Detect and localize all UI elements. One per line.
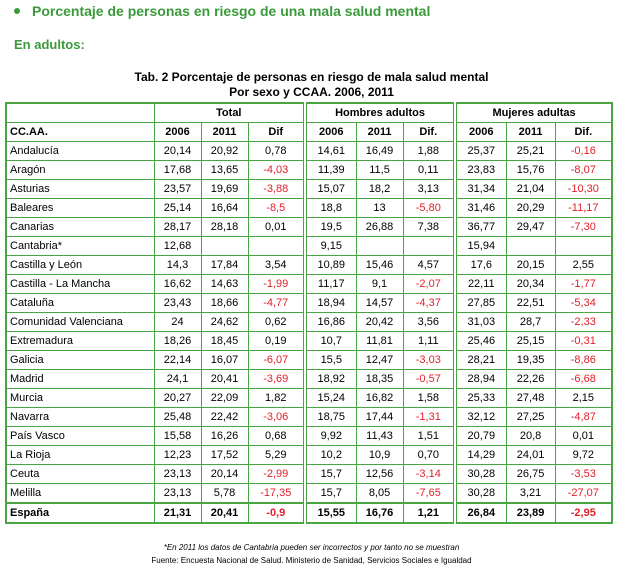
total-row bbox=[6, 503, 612, 523]
column-header-women-dif: Dif. bbox=[555, 123, 612, 142]
column-header-women-2006: 2006 bbox=[455, 123, 506, 142]
cell-women-dif: -7,30 bbox=[555, 218, 612, 237]
cell-men-2011: 18,35 bbox=[356, 370, 403, 389]
cell-men-dif: -1,31 bbox=[403, 408, 455, 427]
cell-total-2006: 25,14 bbox=[154, 199, 201, 218]
cell-women-2006: 20,79 bbox=[455, 427, 506, 446]
cell-women-2006: 36,77 bbox=[455, 218, 506, 237]
cell-total-dif: -0,9 bbox=[248, 503, 305, 523]
table-note: *En 2011 los datos de Cantabria pueden ser incorrectos y por tanto no se muestran bbox=[163, 543, 460, 552]
column-header-region: CC.AA. bbox=[6, 123, 154, 142]
cell-total-dif: 3,54 bbox=[248, 256, 305, 275]
cell-total-dif: 5,29 bbox=[248, 446, 305, 465]
cell-women-2011: 27,48 bbox=[506, 389, 555, 408]
cell-total-dif: 1,82 bbox=[248, 389, 305, 408]
cell-women-2006: 31,34 bbox=[455, 180, 506, 199]
cell-women-2006: 15,94 bbox=[455, 237, 506, 256]
cell-total-dif: -17,35 bbox=[248, 484, 305, 504]
cell-women-dif: 0,01 bbox=[555, 427, 612, 446]
table-row bbox=[6, 446, 612, 465]
cell-women-2006: 25,46 bbox=[455, 332, 506, 351]
cell-men-2011: 16,49 bbox=[356, 142, 403, 161]
cell-total-2006: 21,31 bbox=[154, 503, 201, 523]
column-header-men-2006: 2006 bbox=[305, 123, 356, 142]
cell-men-2006: 14,61 bbox=[305, 142, 356, 161]
cell-women-2011: 3,21 bbox=[506, 484, 555, 504]
cell-total-2006: 25,48 bbox=[154, 408, 201, 427]
cell-men-2006: 16,86 bbox=[305, 313, 356, 332]
cell-total-2006: 24 bbox=[154, 313, 201, 332]
section-heading bbox=[14, 3, 430, 19]
cell-region: España bbox=[6, 503, 154, 523]
column-header-total-dif: Dif bbox=[248, 123, 305, 142]
cell-region: Melilla bbox=[6, 484, 154, 504]
cell-men-2006: 15,5 bbox=[305, 351, 356, 370]
cell-women-2006: 31,46 bbox=[455, 199, 506, 218]
cell-men-dif: -3,03 bbox=[403, 351, 455, 370]
cell-total-2006: 23,13 bbox=[154, 465, 201, 484]
cell-total-2011: 28,18 bbox=[201, 218, 248, 237]
cell-men-dif: 1,11 bbox=[403, 332, 455, 351]
cell-men-dif: 0,11 bbox=[403, 161, 455, 180]
cell-total-dif: -3,06 bbox=[248, 408, 305, 427]
cell-region: Asturias bbox=[6, 180, 154, 199]
section-subheading: En adultos: bbox=[14, 37, 85, 52]
cell-men-2006: 18,94 bbox=[305, 294, 356, 313]
cell-women-2011: 20,8 bbox=[506, 427, 555, 446]
table-title bbox=[0, 70, 623, 100]
cell-men-2011: 8,05 bbox=[356, 484, 403, 504]
cell-men-dif: -5,80 bbox=[403, 199, 455, 218]
table-row bbox=[6, 142, 612, 161]
data-table bbox=[5, 102, 613, 524]
table-row bbox=[6, 427, 612, 446]
cell-total-2011: 16,64 bbox=[201, 199, 248, 218]
cell-region: Galicia bbox=[6, 351, 154, 370]
cell-men-2006: 15,7 bbox=[305, 465, 356, 484]
cell-women-2011: 21,04 bbox=[506, 180, 555, 199]
cell-women-dif: -8,86 bbox=[555, 351, 612, 370]
table-row bbox=[6, 389, 612, 408]
cell-women-dif: -4,87 bbox=[555, 408, 612, 427]
cell-women-dif: -0,16 bbox=[555, 142, 612, 161]
cell-total-2006: 28,17 bbox=[154, 218, 201, 237]
cell-total-2006: 17,68 bbox=[154, 161, 201, 180]
column-header-total-2006: 2006 bbox=[154, 123, 201, 142]
cell-women-dif: -6,68 bbox=[555, 370, 612, 389]
cell-women-2006: 28,94 bbox=[455, 370, 506, 389]
cell-men-dif: -4,37 bbox=[403, 294, 455, 313]
cell-men-dif: 4,57 bbox=[403, 256, 455, 275]
cell-total-2006: 22,14 bbox=[154, 351, 201, 370]
cell-region: País Vasco bbox=[6, 427, 154, 446]
cell-total-2006: 15,58 bbox=[154, 427, 201, 446]
cell-total-2011: 20,41 bbox=[201, 503, 248, 523]
cell-women-dif: -5,34 bbox=[555, 294, 612, 313]
cell-men-dif: 1,88 bbox=[403, 142, 455, 161]
cell-region: Ceuta bbox=[6, 465, 154, 484]
table-title-line-1: Tab. 2 Porcentaje de personas en riesgo de mala salud mental bbox=[134, 70, 489, 84]
cell-women-2011: 28,7 bbox=[506, 313, 555, 332]
table-row bbox=[6, 465, 612, 484]
cell-women-2006: 30,28 bbox=[455, 465, 506, 484]
cell-men-2011: 11,81 bbox=[356, 332, 403, 351]
cell-total-2011: 22,09 bbox=[201, 389, 248, 408]
column-header-row bbox=[6, 123, 612, 142]
cell-women-2011: 24,01 bbox=[506, 446, 555, 465]
cell-women-2011: 23,89 bbox=[506, 503, 555, 523]
cell-men-2011: 12,56 bbox=[356, 465, 403, 484]
cell-region: Castilla - La Mancha bbox=[6, 275, 154, 294]
cell-men-dif: -3,14 bbox=[403, 465, 455, 484]
cell-region: Cantabria* bbox=[6, 237, 154, 256]
cell-men-2011: 12,47 bbox=[356, 351, 403, 370]
cell-women-dif: -10,30 bbox=[555, 180, 612, 199]
table-row bbox=[6, 370, 612, 389]
cell-region: Comunidad Valenciana bbox=[6, 313, 154, 332]
cell-total-2006: 14,3 bbox=[154, 256, 201, 275]
cell-total-2011: 20,41 bbox=[201, 370, 248, 389]
group-header-empty bbox=[6, 103, 154, 123]
cell-men-dif: 3,56 bbox=[403, 313, 455, 332]
cell-region: Murcia bbox=[6, 389, 154, 408]
cell-region: Navarra bbox=[6, 408, 154, 427]
cell-men-2006: 9,15 bbox=[305, 237, 356, 256]
cell-total-2011: 13,65 bbox=[201, 161, 248, 180]
cell-men-2006: 15,07 bbox=[305, 180, 356, 199]
cell-region: Cataluña bbox=[6, 294, 154, 313]
cell-women-2006: 17,6 bbox=[455, 256, 506, 275]
cell-women-dif: -0,31 bbox=[555, 332, 612, 351]
cell-women-dif: -2,95 bbox=[555, 503, 612, 523]
cell-men-2011: 15,46 bbox=[356, 256, 403, 275]
cell-men-2011: 16,82 bbox=[356, 389, 403, 408]
cell-women-2011: 26,75 bbox=[506, 465, 555, 484]
cell-women-2011: 19,35 bbox=[506, 351, 555, 370]
table-row bbox=[6, 275, 612, 294]
cell-total-2011: 24,62 bbox=[201, 313, 248, 332]
cell-region: Madrid bbox=[6, 370, 154, 389]
cell-women-2006: 26,84 bbox=[455, 503, 506, 523]
cell-region: Aragón bbox=[6, 161, 154, 180]
cell-total-2011: 19,69 bbox=[201, 180, 248, 199]
cell-region: Andalucía bbox=[6, 142, 154, 161]
cell-women-dif: -27,07 bbox=[555, 484, 612, 504]
column-header-men-dif: Dif. bbox=[403, 123, 455, 142]
cell-men-2006: 10,7 bbox=[305, 332, 356, 351]
cell-total-2011: 17,84 bbox=[201, 256, 248, 275]
cell-total-2006: 16,62 bbox=[154, 275, 201, 294]
group-header-men: Hombres adultos bbox=[305, 103, 455, 123]
cell-women-dif: 2,55 bbox=[555, 256, 612, 275]
cell-total-2011: 14,63 bbox=[201, 275, 248, 294]
cell-region: Canarias bbox=[6, 218, 154, 237]
cell-men-2006: 10,89 bbox=[305, 256, 356, 275]
cell-men-2011: 18,2 bbox=[356, 180, 403, 199]
cell-men-2011: 14,57 bbox=[356, 294, 403, 313]
cell-men-2011: 9,1 bbox=[356, 275, 403, 294]
table-source: Fuente: Encuesta Nacional de Salud. Ministerio de Sanidad, Servicios Sociales e Igualdad bbox=[151, 556, 472, 565]
section-heading-text: Porcentaje de personas en riesgo de una mala salud mental bbox=[32, 3, 431, 19]
cell-men-dif: 1,58 bbox=[403, 389, 455, 408]
cell-total-2006: 12,68 bbox=[154, 237, 201, 256]
cell-total-2006: 23,13 bbox=[154, 484, 201, 504]
cell-women-dif: 9,72 bbox=[555, 446, 612, 465]
cell-women-2011: 25,21 bbox=[506, 142, 555, 161]
cell-total-2006: 23,57 bbox=[154, 180, 201, 199]
cell-total-2011 bbox=[201, 237, 248, 256]
cell-total-2011: 17,52 bbox=[201, 446, 248, 465]
cell-men-dif: -0,57 bbox=[403, 370, 455, 389]
cell-men-2011: 16,76 bbox=[356, 503, 403, 523]
cell-total-dif: -4,77 bbox=[248, 294, 305, 313]
cell-total-dif: -6,07 bbox=[248, 351, 305, 370]
cell-women-2006: 30,28 bbox=[455, 484, 506, 504]
cell-men-2006: 11,39 bbox=[305, 161, 356, 180]
cell-total-2006: 24,1 bbox=[154, 370, 201, 389]
cell-women-2011: 20,34 bbox=[506, 275, 555, 294]
table-row bbox=[6, 408, 612, 427]
cell-women-dif: 2,15 bbox=[555, 389, 612, 408]
table-row bbox=[6, 351, 612, 370]
cell-total-2011: 16,26 bbox=[201, 427, 248, 446]
cell-total-2011: 22,42 bbox=[201, 408, 248, 427]
table-row bbox=[6, 256, 612, 275]
cell-men-2011: 13 bbox=[356, 199, 403, 218]
table-row bbox=[6, 218, 612, 237]
cell-men-2006: 15,55 bbox=[305, 503, 356, 523]
cell-total-2006: 23,43 bbox=[154, 294, 201, 313]
cell-total-dif: 0,68 bbox=[248, 427, 305, 446]
cell-men-2006: 18,8 bbox=[305, 199, 356, 218]
cell-men-dif: 7,38 bbox=[403, 218, 455, 237]
cell-women-2011: 20,29 bbox=[506, 199, 555, 218]
group-header-women: Mujeres adultas bbox=[455, 103, 612, 123]
cell-women-2006: 28,21 bbox=[455, 351, 506, 370]
cell-women-2011 bbox=[506, 237, 555, 256]
cell-total-2011: 18,45 bbox=[201, 332, 248, 351]
column-header-men-2011: 2011 bbox=[356, 123, 403, 142]
cell-men-2011 bbox=[356, 237, 403, 256]
cell-total-dif: -3,88 bbox=[248, 180, 305, 199]
cell-total-2006: 18,26 bbox=[154, 332, 201, 351]
cell-women-2006: 23,83 bbox=[455, 161, 506, 180]
cell-region: Baleares bbox=[6, 199, 154, 218]
cell-total-2011: 20,14 bbox=[201, 465, 248, 484]
cell-total-2006: 12,23 bbox=[154, 446, 201, 465]
cell-women-2006: 14,29 bbox=[455, 446, 506, 465]
cell-women-2006: 27,85 bbox=[455, 294, 506, 313]
cell-total-dif: 0,01 bbox=[248, 218, 305, 237]
cell-total-dif: -2,99 bbox=[248, 465, 305, 484]
cell-men-2011: 26,88 bbox=[356, 218, 403, 237]
table-title-line-2: Por sexo y CCAA. 2006, 2011 bbox=[229, 85, 394, 99]
cell-men-2011: 11,5 bbox=[356, 161, 403, 180]
cell-total-dif: -1,99 bbox=[248, 275, 305, 294]
cell-men-dif: 0,70 bbox=[403, 446, 455, 465]
cell-men-dif: 1,21 bbox=[403, 503, 455, 523]
column-header-women-2011: 2011 bbox=[506, 123, 555, 142]
cell-men-dif: 3,13 bbox=[403, 180, 455, 199]
cell-women-dif: -3,53 bbox=[555, 465, 612, 484]
cell-women-dif: -11,17 bbox=[555, 199, 612, 218]
table-row bbox=[6, 237, 612, 256]
cell-total-dif: -4,03 bbox=[248, 161, 305, 180]
cell-men-2011: 10,9 bbox=[356, 446, 403, 465]
cell-men-2006: 18,75 bbox=[305, 408, 356, 427]
cell-men-dif: -2,07 bbox=[403, 275, 455, 294]
cell-men-2006: 15,24 bbox=[305, 389, 356, 408]
cell-women-2011: 22,26 bbox=[506, 370, 555, 389]
cell-men-2011: 11,43 bbox=[356, 427, 403, 446]
cell-total-dif: -8,5 bbox=[248, 199, 305, 218]
bullet-icon bbox=[14, 8, 20, 14]
cell-men-dif bbox=[403, 237, 455, 256]
cell-total-dif: 0,62 bbox=[248, 313, 305, 332]
table-row bbox=[6, 180, 612, 199]
cell-men-2006: 19,5 bbox=[305, 218, 356, 237]
cell-men-2011: 17,44 bbox=[356, 408, 403, 427]
cell-total-2011: 20,92 bbox=[201, 142, 248, 161]
cell-women-2006: 31,03 bbox=[455, 313, 506, 332]
cell-women-dif: -1,77 bbox=[555, 275, 612, 294]
cell-men-2006: 9,92 bbox=[305, 427, 356, 446]
table-row bbox=[6, 484, 612, 504]
cell-men-2011: 20,42 bbox=[356, 313, 403, 332]
cell-men-2006: 11,17 bbox=[305, 275, 356, 294]
cell-women-2011: 29,47 bbox=[506, 218, 555, 237]
cell-region: La Rioja bbox=[6, 446, 154, 465]
group-header-total: Total bbox=[154, 103, 305, 123]
cell-total-dif: 0,19 bbox=[248, 332, 305, 351]
cell-women-2011: 20,15 bbox=[506, 256, 555, 275]
cell-women-2011: 27,25 bbox=[506, 408, 555, 427]
cell-women-dif: -2,33 bbox=[555, 313, 612, 332]
cell-men-dif: 1,51 bbox=[403, 427, 455, 446]
cell-women-2011: 25,15 bbox=[506, 332, 555, 351]
cell-men-dif: -7,65 bbox=[403, 484, 455, 504]
cell-men-2006: 18,92 bbox=[305, 370, 356, 389]
cell-region: Castilla y León bbox=[6, 256, 154, 275]
cell-women-2006: 25,33 bbox=[455, 389, 506, 408]
cell-total-2011: 5,78 bbox=[201, 484, 248, 504]
cell-men-2006: 15,7 bbox=[305, 484, 356, 504]
cell-total-2006: 20,14 bbox=[154, 142, 201, 161]
cell-total-2006: 20,27 bbox=[154, 389, 201, 408]
cell-men-2006: 10,2 bbox=[305, 446, 356, 465]
group-header-row bbox=[6, 103, 612, 123]
table-row bbox=[6, 313, 612, 332]
cell-women-2006: 25,37 bbox=[455, 142, 506, 161]
cell-total-dif: 0,78 bbox=[248, 142, 305, 161]
cell-women-dif: -8,07 bbox=[555, 161, 612, 180]
cell-women-2006: 22,11 bbox=[455, 275, 506, 294]
column-header-total-2011: 2011 bbox=[201, 123, 248, 142]
cell-women-2011: 15,76 bbox=[506, 161, 555, 180]
table-row bbox=[6, 294, 612, 313]
table-row bbox=[6, 161, 612, 180]
table-row bbox=[6, 332, 612, 351]
cell-total-2011: 18,66 bbox=[201, 294, 248, 313]
cell-region: Extremadura bbox=[6, 332, 154, 351]
cell-total-dif: -3,69 bbox=[248, 370, 305, 389]
cell-women-2011: 22,51 bbox=[506, 294, 555, 313]
table-row bbox=[6, 199, 612, 218]
cell-total-2011: 16,07 bbox=[201, 351, 248, 370]
cell-women-dif bbox=[555, 237, 612, 256]
cell-women-2006: 32,12 bbox=[455, 408, 506, 427]
cell-total-dif bbox=[248, 237, 305, 256]
